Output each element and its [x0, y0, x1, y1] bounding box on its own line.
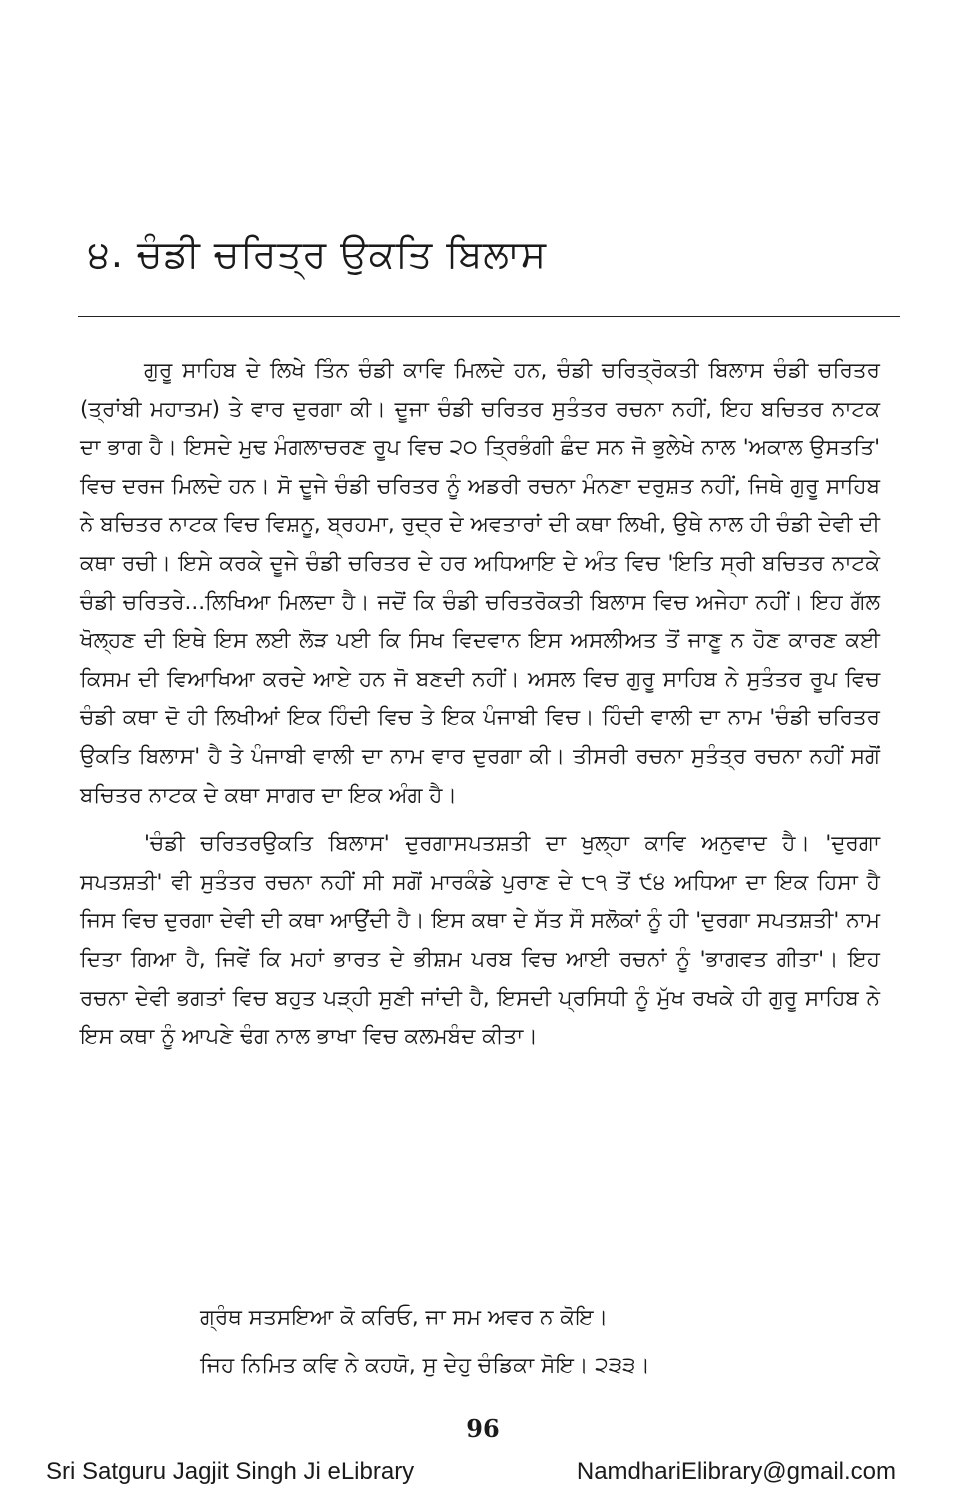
page-number: 96 — [466, 1414, 500, 1443]
footer-email: NamdhariElibrary@gmail.com — [576, 1458, 896, 1485]
paragraph-2: 'ਚੰਡੀ ਚਰਿਤਰਉਕਤਿ ਬਿਲਾਸ' ਦੁਰਗਾਸਪਤਸ਼ਤੀ ਦਾ ਖੁਲ੍ਹਾ ਕਾਵਿ ਅਨੁਵਾਦ ਹੈ। 'ਦੁਰਗਾ ਸਪਤਸ਼ਤੀ' ਵੀ ਸੁਤੰਤਰ ਰਚਨਾ ਨਹੀਂ ਸੀ ਸਗੋਂ ਮਾਰਕੰਡੇ ਪੁਰਾਣ ਦੇ ੮੧ ਤੋਂ ੯੪ ਅਧਿਆ ਦਾ ਇਕ ਹਿਸਾ ਹੈ ਜਿਸ ਵਿਚ ਦੁਰਗਾ ਦੇਵੀ ਦੀ ਕਥਾ ਆਉਂਦੀ ਹੈ। ਇਸ ਕਥਾ ਦੇ ਸੱਤ ਸੌ ਸਲੋਕਾਂ ਨੂੰ ਹੀ 'ਦੁਰਗਾ ਸਪਤਸ਼ਤੀ' ਨਾਮ ਦਿਤਾ ਗਿਆ ਹੈ, ਜਿਵੇਂ ਕਿ ਮਹਾਂ ਭਾਰਤ ਦੇ ਭੀਸ਼ਮ ਪਰਬ ਵਿਚ ਆਈ ਰਚਨਾਂ ਨੂੰ 'ਭਾਗਵਤ ਗੀਤਾ'। ਇਹ ਰਚਨਾ ਦੇਵੀ ਭਗਤਾਂ ਵਿਚ ਬਹੁਤ ਪੜ੍ਹੀ ਸੁਣੀ ਜਾਂਦੀ ਹੈ, ਇਸਦੀ ਪ੍ਰਸਿਧੀ ਨੂੰ ਮੁੱਖ ਰਖਕੇ ਹੀ ਗੁਰੂ ਸਾਹਿਬ ਨੇ ਇਸ ਕਥਾ ਨੂੰ ਆਪਣੇ ਢੰਗ ਨਾਲ ਭਾਖਾ ਵਿਚ ਕਲਮਬੰਦ ਕੀਤਾ। — [80, 831, 880, 1050]
paragraph-1: ਗੁਰੂ ਸਾਹਿਬ ਦੇ ਲਿਖੇ ਤਿੰਨ ਚੰਡੀ ਕਾਵਿ ਮਿਲਦੇ ਹਨ, ਚੰਡੀ ਚਰਿਤ੍ਰੋਕਤੀ ਬਿਲਾਸ ਚੰਡੀ ਚਰਿਤਰ (ਤ੍ਰਾਂਬੀ ਮਹਾਤਮ) ਤੇ ਵਾਰ ਦੁਰਗਾ ਕੀ। ਦੂਜਾ ਚੰਡੀ ਚਰਿਤਰ ਸੁਤੰਤਰ ਰਚਨਾ ਨਹੀਂ, ਇਹ ਬਚਿਤਰ ਨਾਟਕ ਦਾ ਭਾਗ ਹੈ। ਇਸਦੇ ਮੁਢ ਮੰਗਲਾਚਰਣ ਰੂਪ ਵਿਚ ੨੦ ਤ੍ਰਿਭੰਗੀ ਛੰਦ ਸਨ ਜੋ ਭੁਲੇਖੇ ਨਾਲ 'ਅਕਾਲ ਉਸਤਤਿ' ਵਿਚ ਦਰਜ ਮਿਲਦੇ ਹਨ। ਸੋ ਦੂਜੇ ਚੰਡੀ ਚਰਿਤਰ ਨੂੰ ਅਡਰੀ ਰਚਨਾ ਮੰਨਣਾ ਦਰੁਸ਼ਤ ਨਹੀਂ, ਜਿਥੇ ਗੁਰੂ ਸਾਹਿਬ ਨੇ ਬਚਿਤਰ ਨਾਟਕ ਵਿਚ ਵਿਸ਼ਨੂ, ਬ੍ਰਹਮਾ, ਰੁਦ੍ਰ ਦੇ ਅਵਤਾਰਾਂ ਦੀ ਕਥਾ ਲਿਖੀ, ਉਥੇ ਨਾਲ ਹੀ ਚੰਡੀ ਦੇਵੀ ਦੀ ਕਥਾ ਰਚੀ। ਇਸੇ ਕਰਕੇ ਦੂਜੇ ਚੰਡੀ ਚਰਿਤਰ ਦੇ ਹਰ ਅਧਿਆਇ ਦੇ ਅੰਤ ਵਿਚ 'ਇਤਿ ਸ੍ਰੀ ਬਚਿਤਰ ਨਾਟਕੇ ਚੰਡੀ ਚਰਿਤਰੇ...ਲਿਖਿਆ ਮਿਲਦਾ ਹੈ। ਜਦੋਂ ਕਿ ਚੰਡੀ ਚਰਿਤਰੋਕਤੀ ਬਿਲਾਸ ਵਿਚ ਅਜੇਹਾ ਨਹੀਂ। ਇਹ ਗੱਲ ਖੋਲ੍ਹਣ ਦੀ ਇਥੇ ਇਸ ਲਈ ਲੋੜ ਪਈ ਕਿ ਸਿਖ ਵਿਦਵਾਨ ਇਸ ਅਸਲੀਅਤ ਤੋਂ ਜਾਣੂ ਨ ਹੋਣ ਕਾਰਣ ਕਈ ਕਿਸਮ ਦੀ ਵਿਆਖਿਆ ਕਰਦੇ ਆਏ ਹਨ ਜੋ ਬਣਦੀ ਨਹੀਂ। ਅਸਲ ਵਿਚ ਗੁਰੂ ਸਾਹਿਬ ਨੇ ਸੁਤੰਤਰ ਰੂਪ ਵਿਚ ਚੰਡੀ ਕਥਾ ਦੋ ਹੀ ਲਿਖੀਆਂ ਇਕ ਹਿੰਦੀ ਵਿਚ ਤੇ ਇਕ ਪੰਜਾਬੀ ਵਿਚ। ਹਿੰਦੀ ਵਾਲੀ ਦਾ ਨਾਮ 'ਚੰਡੀ ਚਰਿਤਰ ਉਕਤਿ ਬਿਲਾਸ' ਹੈ ਤੇ ਪੰਜਾਬੀ ਵਾਲੀ ਦਾ ਨਾਮ ਵਾਰ ਦੁਰਗਾ ਕੀ। ਤੀਸਰੀ ਰਚਨਾ ਸੁਤੰਤ੍ਰ ਰਚਨਾ ਨਹੀਂ ਸਗੋਂ ਬਚਿਤਰ ਨਾਟਕ ਦੇ ਕਥਾ ਸਾਗਰ ਦਾ ਇਕ ਅੰਗ ਹੈ। — [80, 358, 880, 808]
verse-line-1: ਗ੍ਰੰਥ ਸਤਸਇਆ ਕੋ ਕਰਿਓ, ਜਾ ਸਮ ਅਵਰ ਨ ਕੋਇ। — [200, 1305, 609, 1330]
body-text — [80, 352, 880, 1057]
footer-library-name: Sri Satguru Jagjit Singh Ji eLibrary — [46, 1458, 415, 1485]
title-divider — [78, 316, 900, 317]
chapter-title: ੪. ਚੰਡੀ ਚਰਿਤ੍ਰ ਉਕਤਿ ਬਿਲਾਸ — [88, 232, 548, 276]
verse-line-2: ਜਿਹ ਨਿਮਿਤ ਕਵਿ ਨੇ ਕਹਯੋ, ਸੁ ਦੇਹੁ ਚੰਡਿਕਾ ਸੋਇ। ੨੩੩। — [200, 1353, 650, 1378]
verse-quote — [200, 1294, 650, 1390]
